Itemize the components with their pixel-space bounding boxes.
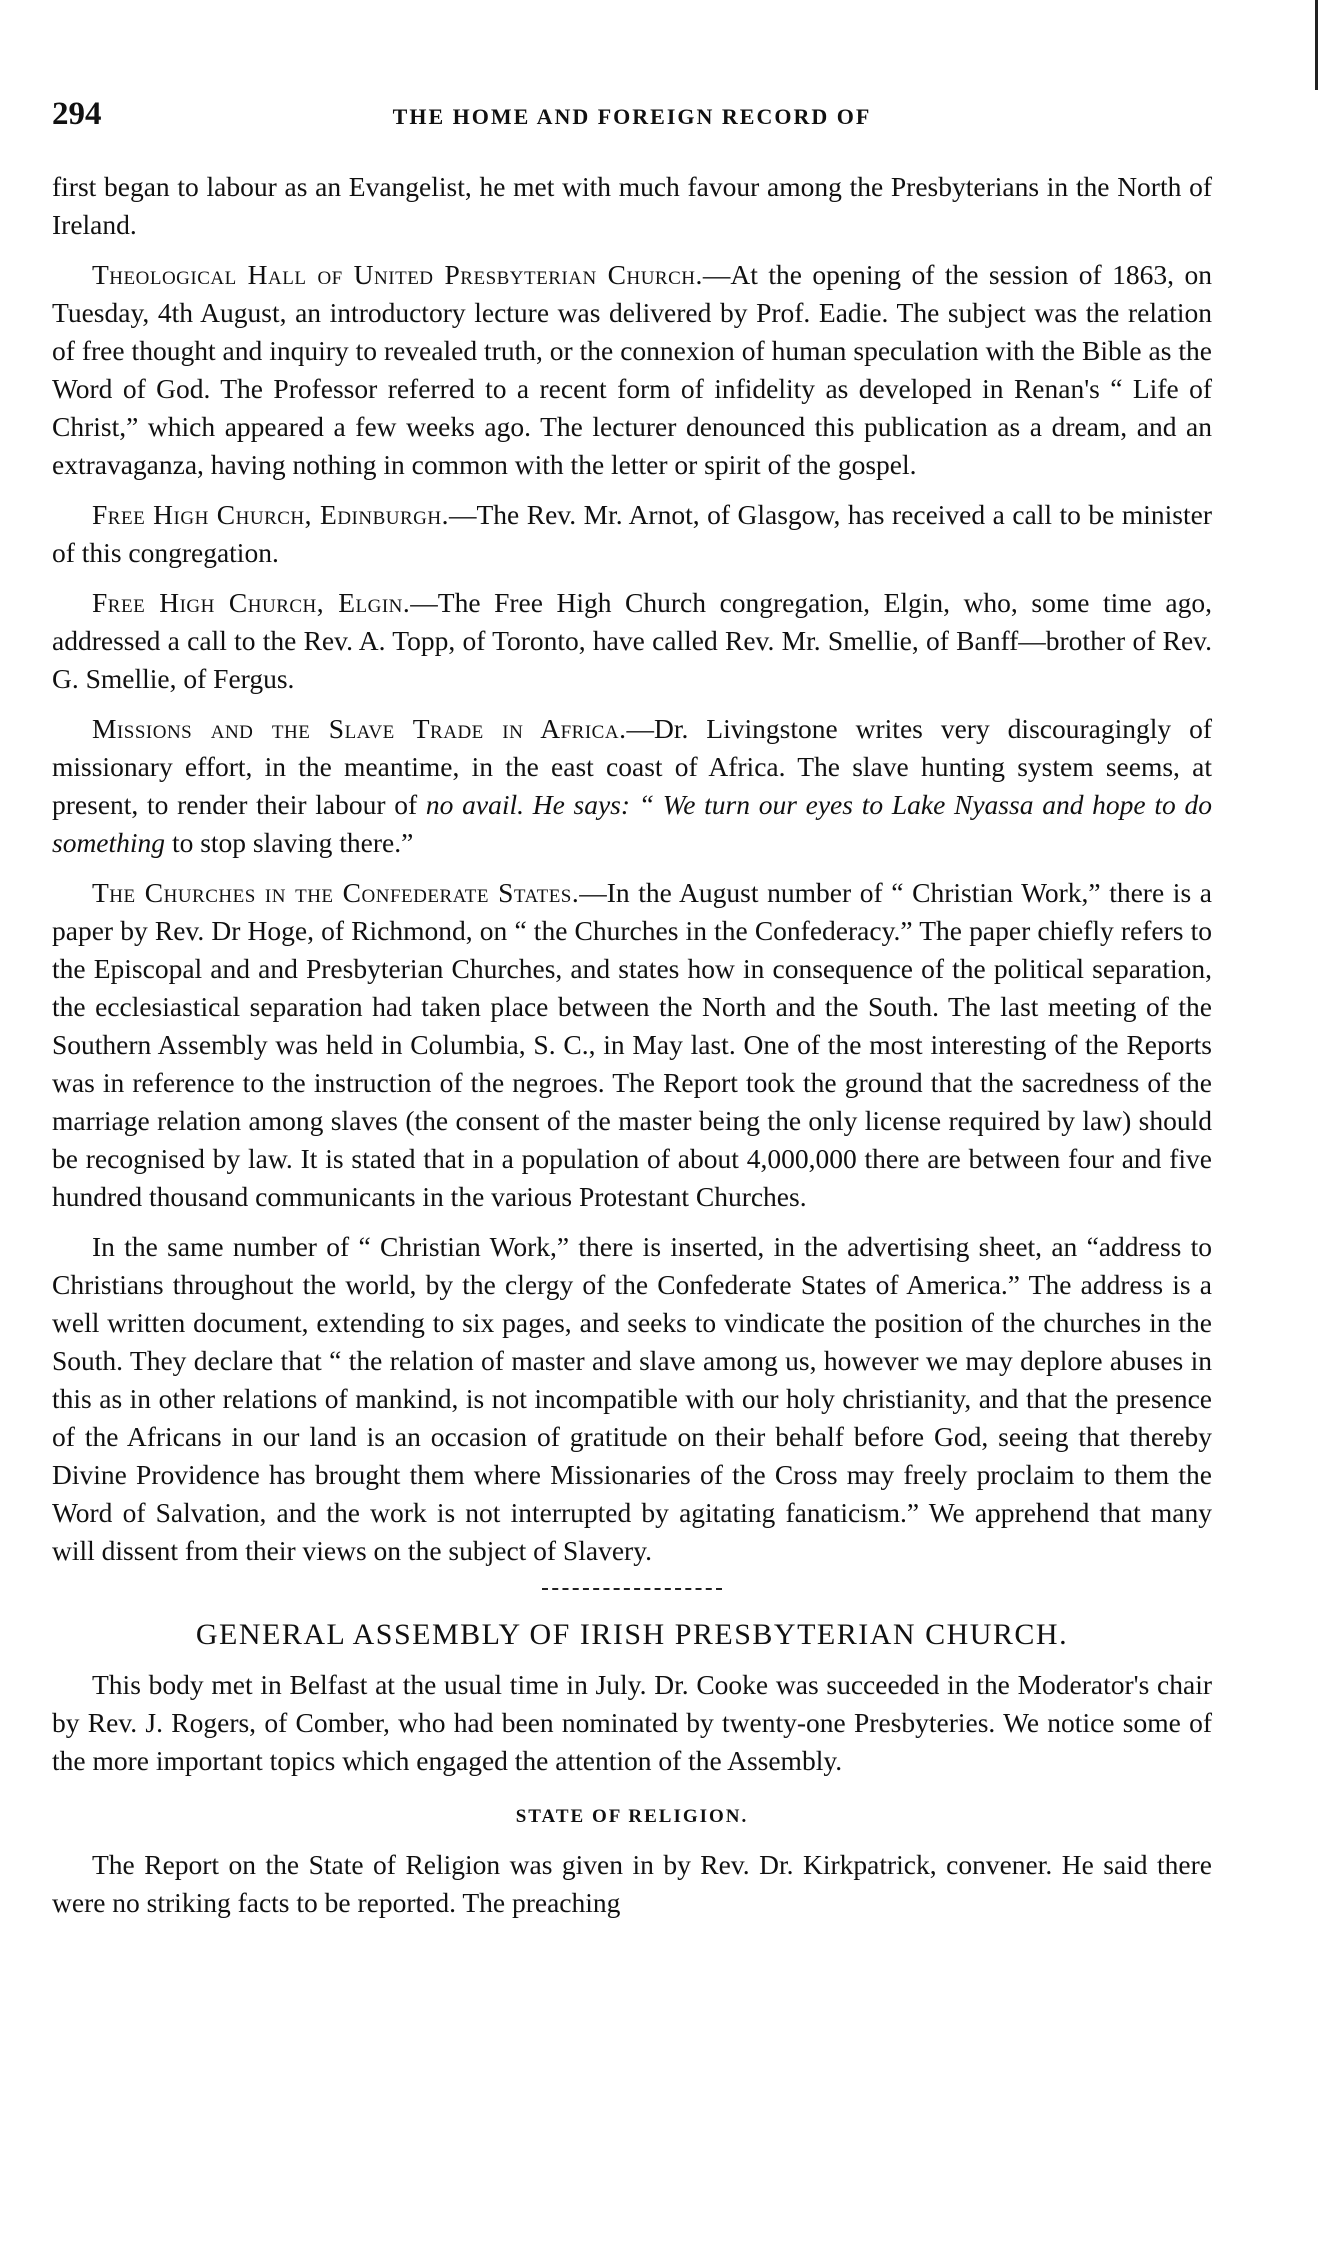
paragraph-heading: Theological Hall of United Presbyterian Church. xyxy=(92,259,703,290)
section-divider xyxy=(542,1588,722,1590)
paragraph-text: The Report on the State of Religion was given in by Rev. Dr. Kirkpatrick, convener. He said there were no striking facts to be reported. The preaching xyxy=(52,1849,1212,1918)
paragraph-text: —The Rev. Mr. Arnot, of Glasgow, has received a call to be minister of this congregation. xyxy=(52,499,1212,568)
running-title: THE HOME AND FOREIGN RECORD OF xyxy=(392,104,872,129)
paragraph-heading: Free High Church, Elgin. xyxy=(92,587,411,618)
paragraph-continuation xyxy=(52,168,1212,244)
paragraph-christian-work-address xyxy=(52,1228,1212,1570)
paragraph-state-of-religion xyxy=(52,1846,1212,1922)
paragraph-heading: Free High Church, Edinburgh. xyxy=(92,499,449,530)
paragraph-heading: The Churches in the Confederate States. xyxy=(92,877,580,908)
paragraph-confederate-churches xyxy=(52,874,1212,1216)
paragraph-theological-hall xyxy=(52,256,1212,484)
paragraph-text: —At the opening of the session of 1863, on Tuesday, 4th August, an introductory lecture was delivered by Prof. Eadie. The subject was the relation of free thought and inquiry to revealed truth, or the connexion of human speculation with the Bible as the Word of God. The Professor referred to a recent form of infidelity as developed in Renan's “ Life of Christ,” which appeared a few weeks ago. The lecturer denounced this publication as a dream, and an extravaganza, having nothing in common with the letter or spirit of the gospel. xyxy=(52,259,1212,480)
paragraph-free-high-church-edinburgh xyxy=(52,496,1212,572)
paragraph-text: —The Free High Church congregation, Elgin, who, some time ago, addressed a call to the Rev. A. Topp, of Toronto, have called Rev. Mr. Smellie, of Banff—brother of Rev. G. Smellie, of Fergus. xyxy=(52,587,1212,694)
paragraph-heading: Missions and the Slave Trade in Africa. xyxy=(92,713,627,744)
paragraph-italic-quote: no avail. He says: “ We turn our eyes to Lake Nyassa and hope to do something xyxy=(52,789,1213,858)
paragraph-text: This body met in Belfast at the usual time in July. Dr. Cooke was succeeded in the Moderator's chair by Rev. J. Rogers, of Comber, who had been nominated by twenty-one Presbyteries. We notice some of the more important topics which engaged the attention of the Assembly. xyxy=(52,1669,1212,1776)
text-column xyxy=(52,168,1212,1934)
paragraph-free-high-church-elgin xyxy=(52,584,1212,698)
paragraph-text: —Dr. Livingstone writes very discouragingly of missionary effort, in the meantime, in the east coast of Africa. The slave hunting system seems, at present, to render their labour of xyxy=(52,713,1212,820)
running-head xyxy=(52,96,1212,136)
scan-edge-mark xyxy=(1315,0,1318,90)
subheading-state-of-religion: STATE OF RELIGION. xyxy=(515,1806,749,1827)
paragraph-assembly-intro xyxy=(52,1666,1212,1780)
paragraph-text: —In the August number of “ Christian Work,” there is a paper by Rev. Dr Hoge, of Richmond, on “ the Churches in the Confederacy.” The paper chiefly refers to the Episcopal and and Presbyterian Churches, and states how in consequence of the political separation, the ecclesiastical separation had taken place between the North and the South. The last meeting of the Southern Assembly was held in Columbia, S. C., in May last. One of the most interesting of the Reports was in reference to the instruction of the negroes. The Report took the ground that the sacredness of the marriage relation among slaves (the consent of the master being the only license required by law) should be recognised by law. It is stated that in a population of about 4,000,000 there are between four and five hundred thousand communicants in the various Protestant Churches. xyxy=(52,877,1212,1212)
paragraph-text: In the same number of “ Christian Work,” there is inserted, in the advertising sheet, an “address to Christians throughout the world, by the clergy of the Confederate States of America.” The address is a well written document, extending to six pages, and seeks to vindicate the position of the churches in the South. They declare that “ the relation of master and slave among us, however we may deplore abuses in this as in other relations of mankind, is not incompatible with our holy christianity, and that the presence of the Africans in our land is an occasion of gratitude on their behalf before God, seeing that thereby Divine Providence has brought them where Missionaries of the Cross may freely proclaim to them the Word of Salvation, and the work is not interrupted by agitating fanaticism.” We apprehend that many will dissent from their views on the subject of Slavery. xyxy=(52,1231,1212,1566)
paragraph-missions-slave-trade xyxy=(52,710,1212,862)
paragraph-text: first began to labour as an Evangelist, he met with much favour among the Presbyterians in the North of Ireland. xyxy=(52,171,1212,240)
paragraph-text-after: to stop slaving there.” xyxy=(165,827,414,858)
section-heading-general-assembly: GENERAL ASSEMBLY OF IRISH PRESBYTERIAN CHURCH. xyxy=(195,1618,1069,1651)
page-number: 294 xyxy=(52,96,102,132)
